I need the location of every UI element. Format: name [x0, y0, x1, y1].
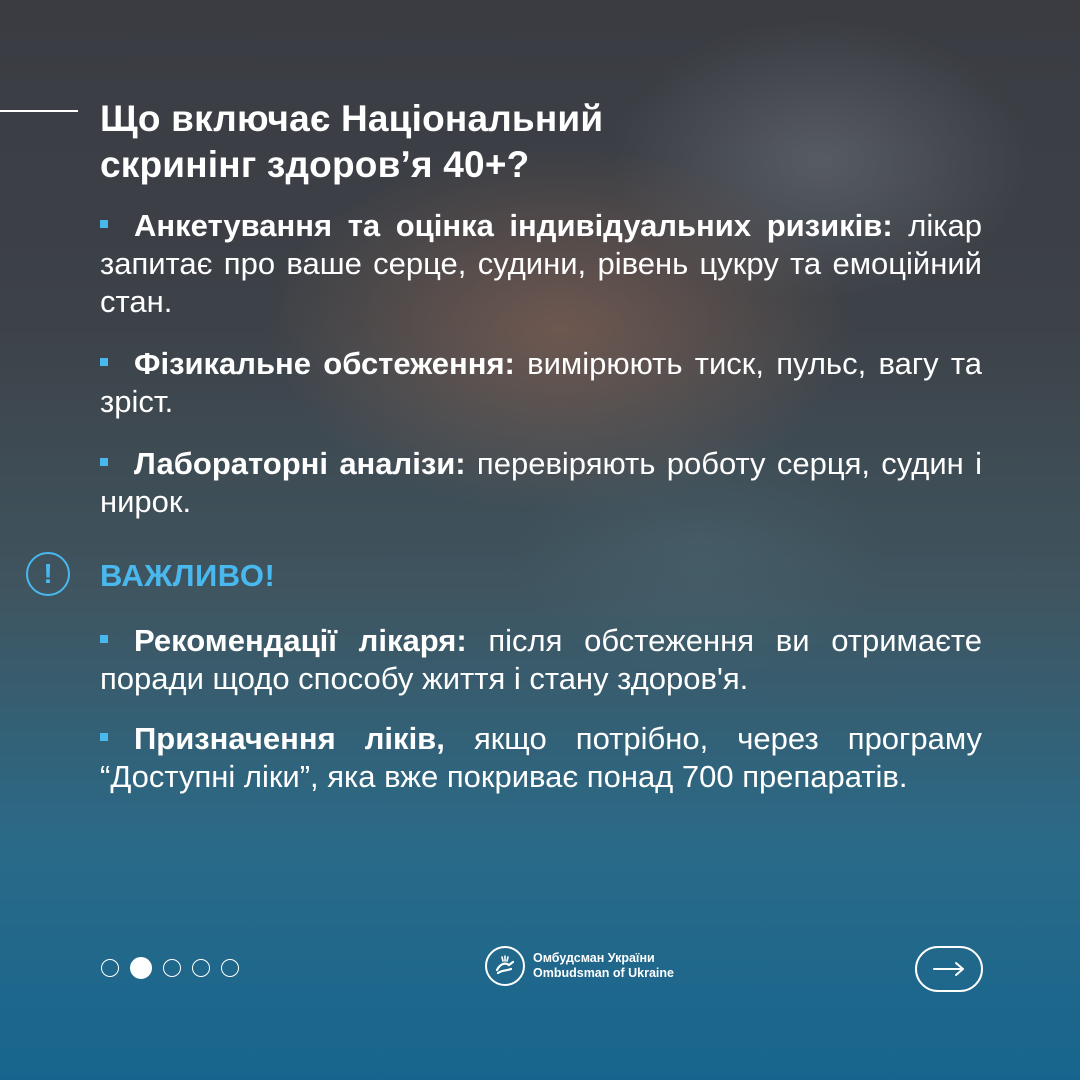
item-heading: Фізикальне обстеження:	[134, 346, 515, 381]
arrow-right-icon	[932, 961, 966, 977]
title-line-1: Що включає Національний	[100, 98, 604, 139]
next-button[interactable]	[915, 946, 983, 992]
logo-text-ua: Омбудсман України	[533, 951, 655, 965]
ombudsman-logo	[485, 946, 674, 986]
logo-text-en: Ombudsman of Ukraine	[533, 966, 674, 980]
item-text: після обстеження ви отримаєте поради щодо способу життя і стану здоров'я.	[100, 623, 982, 696]
item-text: перевіряють роботу серця, судин і нирок.	[100, 446, 983, 519]
page-title	[100, 96, 800, 188]
list-item	[100, 207, 982, 321]
bullet-icon	[100, 458, 108, 466]
important-label: ВАЖЛИВО!	[100, 558, 276, 593]
ombudsman-emblem-icon	[485, 946, 525, 986]
item-heading: Рекомендації лікаря:	[134, 623, 467, 658]
pagination-dot-2-active[interactable]	[130, 957, 152, 979]
bullet-icon	[100, 733, 108, 741]
list-item	[100, 622, 982, 698]
pagination-dot-5[interactable]	[221, 959, 239, 977]
exclamation-circle-icon: !	[26, 552, 70, 596]
pagination-dots	[101, 959, 239, 979]
bullet-icon	[100, 635, 108, 643]
list-item	[100, 445, 982, 521]
item-heading: Лабораторні аналізи:	[134, 446, 466, 481]
title-line-2: скринінг здоров’я 40+?	[100, 144, 530, 185]
item-heading: Анкетування та оцінка індивідуальних ризиків:	[134, 208, 893, 243]
bullet-icon	[100, 220, 108, 228]
bullet-icon	[100, 358, 108, 366]
list-item	[100, 720, 982, 796]
pagination-dot-3[interactable]	[163, 959, 181, 977]
pagination-dot-1[interactable]	[101, 959, 119, 977]
item-text: лікар запитає про ваше серце, судини, рівень цукру та емоційний стан.	[100, 208, 982, 319]
item-heading: Призначення ліків,	[134, 721, 445, 756]
pagination-dot-4[interactable]	[192, 959, 210, 977]
decorative-rule	[0, 110, 78, 112]
list-item	[100, 345, 982, 421]
item-text: якщо потрібно, через програму “Доступні ліки”, яка вже покриває понад 700 препаратів.	[100, 721, 982, 794]
item-text: вимірюють тиск, пульс, вагу та зріст.	[100, 346, 982, 419]
